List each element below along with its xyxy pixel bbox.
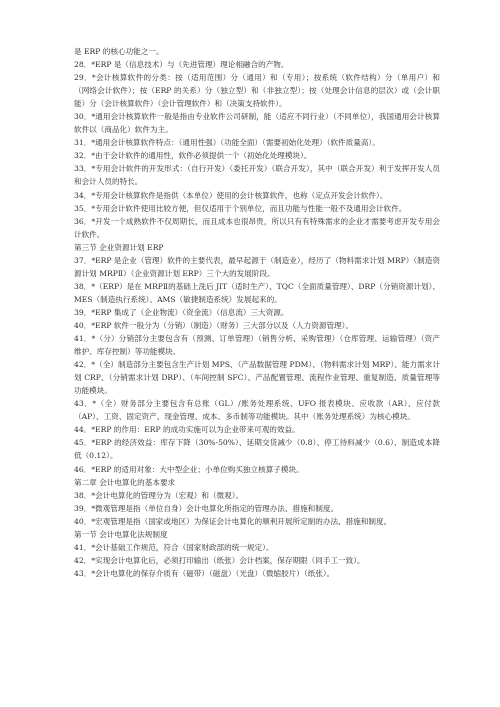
document-page: [74, 45, 440, 580]
text-line: 28．*ERP 是（信息技术）与（先进管理）理论相融合的产物。: [74, 60, 289, 70]
text-line: 37．*ERP 是企业（管理）软件的主要代表，最早起源于（制造业），经历了（物料需求计划 MRP）（制造资源计划 MRPⅡ）（企业资源计划 ERP）三个大的发展阶段。: [74, 255, 440, 278]
text-line: 36．*开发一个成熟软件不仅周期长，而且成本也很昂贵，所以只有有特殊需求的企业才需要考虑开发专用会计软件。: [74, 216, 440, 239]
text-line: 42．*实现会计电算化后，必须打印输出（纸张）会计档案，保存期限（同手工一致）。: [74, 555, 365, 565]
text-line: 29．*会计核算软件的分类：按（适用范围）分（通用）和（专用）；按系统（软件结构）分（单用户）和（网络会计软件）；按（ERP 的关系）分（独立型）和（非独立型）；按（处理会计信息的层次）或（会计职能）分（会计核算软件）（会计管理软件）和（决策支持软件）。: [74, 73, 440, 109]
section-heading: 第一节 会计电算化法规制度: [74, 529, 168, 539]
text-line: 34．*专用会计核算软件是指供（本单位）使用的会计核算软件，也称（定点开发会计软件）。: [74, 190, 388, 200]
text-line: 39．*微观管理是指（单位自身）会计电算化所指定的管理办法、措施和制度。: [74, 503, 339, 513]
text-line: 45．*ERP 的经济效益：库存下降（30%-50%）、延期交货减少（0.8）、停工待料减少（0.6）、制造成本降低（0.12）。: [74, 438, 440, 461]
text-line: 31．*通用会计核算软件特点：（通用性强）（功能全面）（需要初始化处理）（软件质量高）。: [74, 138, 380, 148]
text-line: 35．*专用会计软件使用比较方便，但仅适用于个别单位，而且功能与性能一般不及通用会计软件。: [74, 203, 407, 213]
text-line: 39．*ERP 集成了（企业物流）（资金流）（信息流）三大资源。: [74, 307, 289, 317]
text-line: 42．*（全）制造部分主要包含生产计划 MPS、（产品数据管理 PDM）、（物料需求计划 MRP）、能力需求计划 CRP、（分销需求计划 DRP）、（车间控制 SFC）、产品配置管理、流程作业管理、重复制造、质量管理等功能模块。: [74, 360, 440, 396]
text-line: 41．*（分）分销部分主要包含有（预测、订单管理）（销售分析、采购管理）（仓库管理、运输管理）（资产维护、库存控制）等功能模块。: [74, 334, 440, 357]
text-line: 41．*会计基础工作规范，符合（国家财政部的统一规定）。: [74, 542, 274, 552]
text-line: 46．*ERP 的适用对象：大中型企业；小单位购买独立核算子模块。: [74, 464, 304, 474]
text-line: 38．*会计电算化的管理分为（宏观）和（微观）。: [74, 490, 244, 500]
text-line: 32．*由于会计软件的通用性，软件必须提供一个（初始化处理模块）。: [74, 151, 312, 161]
text-line: 40．*宏观管理是指（国家或地区）为保证会计电算化的顺利开展所定制的办法、措施和制度。: [74, 516, 392, 526]
text-line: 30．*通用会计核算软件一般是指由专业软件公司研制，能（适应不同行业）（不同单位），我国通用会计核算软件以（商品化）软件为主。: [74, 112, 440, 135]
text-line: 43．*会计电算化的保存介质有（磁带）（磁盘）（光盘）（微缩胶片）（纸张）。: [74, 568, 335, 578]
text-line: 38．*（ERP）是在 MRPⅡ的基础上洗后 JIT（适时生产）、TQC（全面质量管理）、DRP（分销资源计划）、MES（制造执行系统）、AMS（敏捷制造系统）发展起来的。: [74, 281, 440, 304]
text-line: 40．*ERP 软件一般分为（分销）（制造）（财务）三大部分以及（人力资源管理）。: [74, 320, 354, 330]
text-line: 43．*（全）财务部分主要包含有总账（GL）/账务处理系统、UFO 报表模块、应收款（AR）、应付款（AP）、工资、固定资产、现金管理、成本、多币制等功能模块。其中（账务处理系统）为核心模块。: [74, 399, 440, 422]
text-line: 44．*ERP 的作用：ERP 的成功实施可以为企业带来可观的效益。: [74, 425, 300, 435]
text-line: 是 ERP 的核心功能之一。: [74, 47, 164, 56]
text-line: 33．*专用会计软件的开发形式：（自行开发）（委托开发）（联合开发），其中（联合开发）利于发挥开发人员和会计人员的特长。: [74, 164, 440, 187]
chapter-heading: 第二章 会计电算化的基本要求: [74, 477, 176, 487]
section-heading: 第三节 企业资源计划 ERP: [74, 242, 164, 252]
